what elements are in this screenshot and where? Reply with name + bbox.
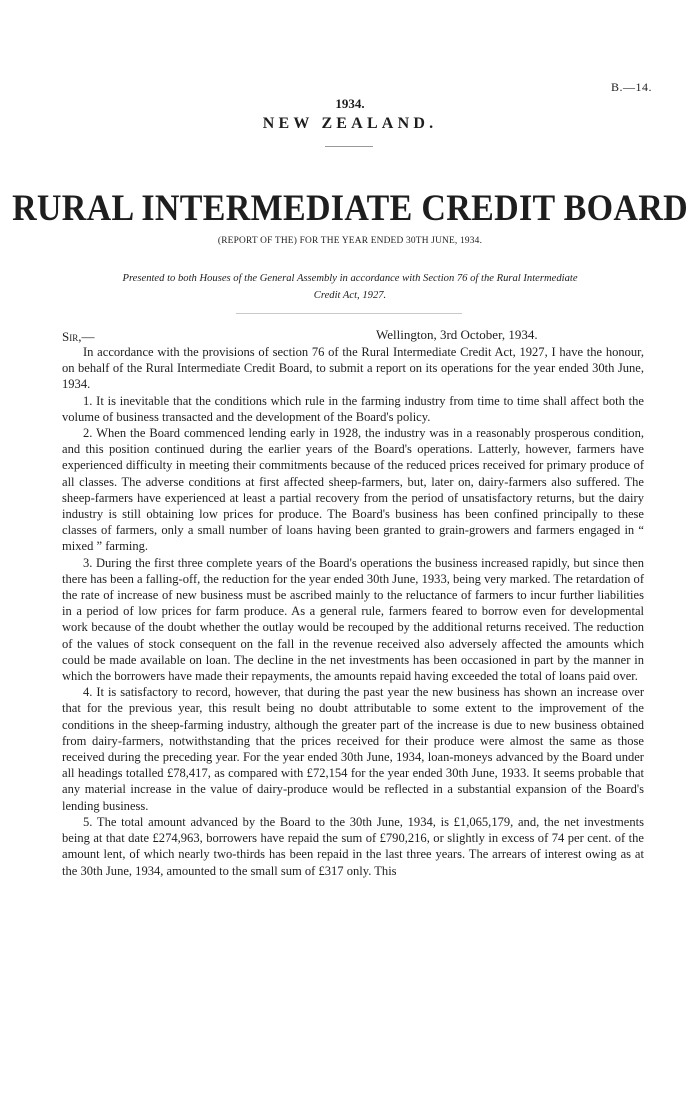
dateline: Wellington, 3rd October, 1934. [376, 327, 538, 342]
paragraph-3: 3. During the first three complete years of the Board's operations the business increased rapidly, but since then there has been a falling-off, the reduction for the year ended 30th June, 1933, being very marked. The retardation of the rate of increase of new business must be ascribed mainly to the reluctance of farmers to incur further liabilities in a period of low prices for farm produce. As a general rule, farmers feared to borrow even for developmental work because of the doubt whether the outlay would be recouped by the additional returns received. The reduction of the values of stock consequent on the fall in the revenue received also adversely affected the amounts which could be made available on loan. The decline in the net investments has been occasioned in part by the manner in which the borrowers have made their repayments, the amounts repaid having exceeded the total of loans paid over. [62, 555, 644, 684]
paragraph-1: 1. It is inevitable that the conditions which rule in the farming industry from time to time shall affect both the volume of business transacted and the development of the Board's policy. [62, 393, 644, 424]
document-year: 1934. [335, 96, 365, 111]
intro-paragraph: In accordance with the provisions of section 76 of the Rural Intermediate Credit Act, 1927, I have the honour, on behalf of the Rural Intermediate Credit Board, to submit a report on its operations for the year ended 30th June, 1934. [62, 345, 644, 392]
report-subtitle: (REPORT OF THE) FOR THE YEAR ENDED 30TH JUNE, 1934. [217, 236, 483, 246]
document-reference: B.—14. [610, 80, 652, 94]
report-title: RURAL INTERMEDIATE CREDIT BOARD [12, 188, 688, 229]
presentation-note: Presented to both Houses of the General Assembly in accordance with Section 76 of the Rural Intermediate Credit Act, 1927. [122, 273, 578, 301]
salutation: Sir,— [62, 329, 95, 344]
title-divider [236, 313, 462, 314]
header-divider [325, 146, 373, 147]
paragraph-5: 5. The total amount advanced by the Board to the 30th June, 1934, is £1,065,179, and, the net investments being at that date £274,963, borrowers have repaid the sum of £790,216, or slightly in excess of 74 per cent. of the amount lent, of which nearly two-thirds has been repaid in the last three years. The arrears of interest owing as at the 30th June, 1934, amounted to the small sum of £317 only. This [62, 814, 644, 878]
country-heading: NEW ZEALAND. [262, 115, 438, 132]
paragraph-4: 4. It is satisfactory to record, however, that during the past year the new business has shown an increase over that for the previous year, this result being no doubt attributable to some extent to the improvement of the conditions in the sheep-farming industry, although the greater part of the increase is due to new business obtained from dairy-farmers, notwithstanding that the prices received for their produce were almost the same as those received during the preceding year. For the year ended 30th June, 1934, loan-moneys advanced by the Board under all headings totalled £78,417, as compared with £72,154 for the year ended 30th June, 1933. It seems probable that any material increase in the value of dairy-produce would be reflected in a substantial expansion of the Board's lending business. [62, 685, 644, 813]
paragraph-2: 2. When the Board commenced lending early in 1928, the industry was in a reasonably prosperous condition, and this position continued during the earlier years of the Board's operations. Latterly, however, farmers have experienced difficulty in meeting their commitments because of the reduced prices received for primary produce of all classes. The adverse conditions at first affected sheep-farmers, but, later on, dairy-farmers also suffered. The sheep-farmers have experienced at least a partial recovery from the period of unsatisfactory returns, but the dairy industry is still obtaining low prices for produce. The Board's business has been confined principally to these classes of farmers, only a small number of loans having been granted to grain-growers and farmers engaged in “ mixed ” farming. [62, 426, 644, 554]
letter-body [62, 344, 644, 879]
